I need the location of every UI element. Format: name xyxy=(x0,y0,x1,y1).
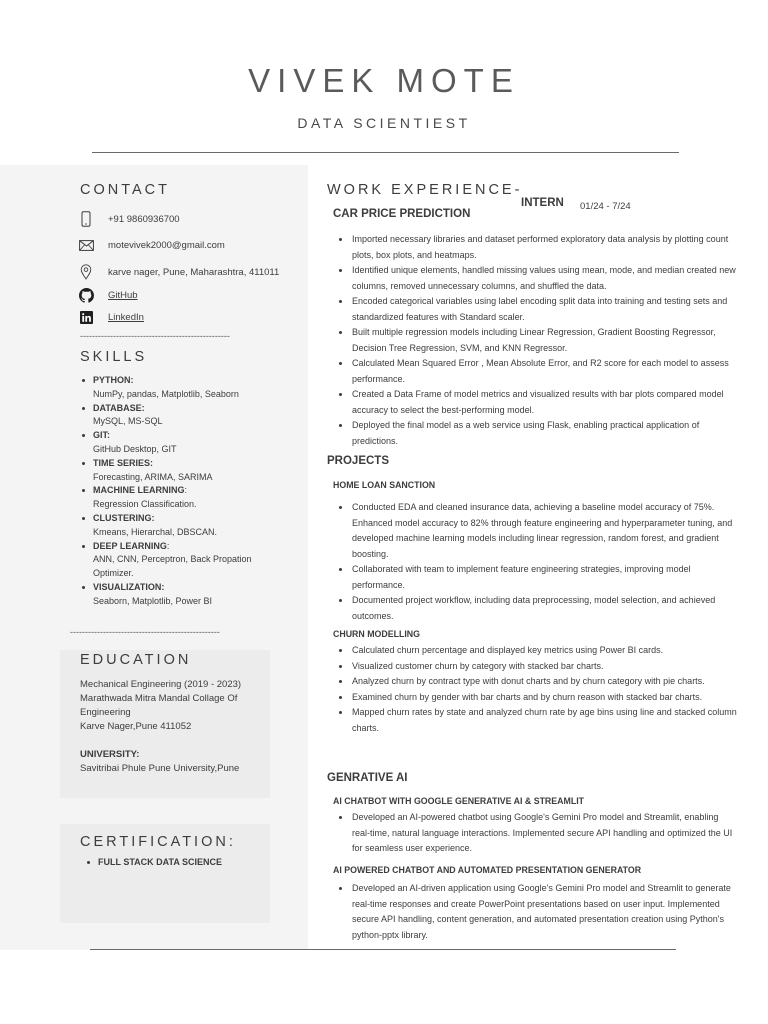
certification-list xyxy=(85,856,265,870)
skill-category: DEEP LEARNING xyxy=(93,540,167,551)
skill-category-suffix: : xyxy=(166,540,170,551)
genai-heading: GENRATIVE AI xyxy=(327,772,408,784)
work-dates: 01/24 - 7/24 xyxy=(580,201,631,212)
work-bullet: Built multiple regression models including Linear Regression, Gradient Boosting Regressor, Decision Tree Regression, SVM, and KNN Regressor. xyxy=(332,325,737,356)
github-link[interactable]: GitHub xyxy=(108,289,138,301)
home-loan-title: HOME LOAN SANCTION xyxy=(333,480,436,490)
skill-item xyxy=(80,429,280,457)
mail-icon xyxy=(78,237,94,253)
presentation-bullet: Developed an AI-driven application using Google's Gemini Pro model and Streamlit to generate real-time responses and create PowerPoint presentations based on user input. Implemented secure API handling, content generation, and automated presentation creation using Python's python-pptx library. xyxy=(332,881,737,943)
churn-bullets xyxy=(332,643,737,736)
contact-github[interactable] xyxy=(78,285,138,305)
skill-details: MySQL, MS-SQL xyxy=(93,416,163,427)
skills-heading: SKILLS xyxy=(80,349,148,365)
skill-category: GIT: xyxy=(93,430,110,441)
skill-details: NumPy, pandas, Matplotlib, Seaborn xyxy=(93,388,239,399)
skill-details: Seaborn, Matplotlib, Power BI xyxy=(93,595,213,606)
projects-heading: PROJECTS xyxy=(327,455,389,467)
churn-bullet: Calculated churn percentage and displayed key metrics using Power BI cards. xyxy=(332,643,737,659)
education-heading: EDUCATION xyxy=(80,652,192,668)
skills-list xyxy=(80,374,280,609)
work-bullet: Identified unique elements, handled missing values using mean, mode, and median created new columns, removed unnecessary columns, and shuffled the data. xyxy=(332,263,737,294)
certification-item: FULL STACK DATA SCIENCE xyxy=(85,856,265,870)
linkedin-icon xyxy=(78,309,94,325)
work-bullets xyxy=(332,232,737,449)
chatbot-title: AI CHATBOT WITH GOOGLE GENERATIVE AI & STREAMLIT xyxy=(333,796,585,806)
contact-email xyxy=(78,235,225,255)
skill-item xyxy=(80,581,280,609)
home-loan-bullet: Collaborated with team to implement feature engineering strategies, improving model performance. xyxy=(332,562,737,593)
skills-divider: -------------------------------------------------- xyxy=(70,627,220,637)
education-location: Karve Nager,Pune 411052 xyxy=(80,721,192,732)
churn-bullet: Examined churn by gender with bar charts and by churn reason with stacked bar charts. xyxy=(332,690,737,706)
education-degree: Mechanical Engineering (2019 - 2023) xyxy=(80,679,242,690)
skill-details: GitHub Desktop, GIT xyxy=(93,443,177,454)
home-loan-bullet: Conducted EDA and cleaned insurance data, achieving a baseline model accuracy of 75%. Enhanced model accuracy to 82% through feature engineering and hyperparameter tuning, and developed machine learning models including linear regression, random forest, and gradient boosting. xyxy=(332,500,737,562)
skill-category: TIME SERIES: xyxy=(93,457,154,468)
footer-divider xyxy=(90,949,676,950)
skill-item xyxy=(80,402,280,430)
skill-category: PYTHON: xyxy=(93,375,134,385)
skill-category: CLUSTERING: xyxy=(93,512,155,523)
skill-item xyxy=(80,374,280,402)
churn-bullet: Visualized customer churn by category with stacked bar charts. xyxy=(332,659,737,675)
skill-details: ANN, CNN, Perceptron, Back Propation Optimizer. xyxy=(93,554,252,579)
work-bullet: Deployed the final model as a web service using Flask, enabling practical application of predictions. xyxy=(332,418,737,449)
education-details xyxy=(80,678,265,776)
skill-category: VISUALIZATION: xyxy=(93,581,165,592)
certification-heading: CERTIFICATION: xyxy=(80,834,236,850)
chatbot-bullet: Developed an AI-powered chatbot using Google's Gemini Pro model and Streamlit, enabling real-time, natural language interactions. Implemented secure API handling and optimized the UI for seamless user experience. xyxy=(332,810,737,857)
skill-details: Forecasting, ARIMA, SARIMA xyxy=(93,471,213,482)
home-loan-bullets xyxy=(332,500,737,624)
work-heading: WORK EXPERIENCE- xyxy=(327,182,523,198)
skill-category-suffix: : xyxy=(184,485,188,496)
location-pin-icon xyxy=(78,264,94,280)
churn-bullet: Analyzed churn by contract type with donut charts and by churn category with pie charts. xyxy=(332,674,737,690)
contact-divider: -------------------------------------------------- xyxy=(80,331,230,341)
address-text: karve nager, Pune, Maharashtra, 411011 xyxy=(108,266,280,278)
candidate-role: DATA SCIENTIEST xyxy=(297,115,471,131)
university-name: Savitribai Phule Pune University,Pune xyxy=(80,763,240,774)
presentation-bullets xyxy=(332,881,737,943)
churn-bullet: Mapped churn rates by state and analyzed churn rate by age bins using line and stacked column charts. xyxy=(332,705,737,736)
skill-details: Regression Classification. xyxy=(93,499,197,510)
phone-icon xyxy=(78,211,94,227)
skill-item xyxy=(80,457,280,485)
work-position: INTERN xyxy=(521,197,564,209)
contact-address xyxy=(78,262,279,282)
contact-heading: CONTACT xyxy=(80,182,171,198)
work-bullet: Calculated Mean Squared Error , Mean Absolute Error, and R2 score for each model to assess performance. xyxy=(332,356,737,387)
chatbot-bullets xyxy=(332,810,737,857)
contact-linkedin[interactable] xyxy=(78,307,144,327)
university-label: UNIVERSITY: xyxy=(80,749,140,760)
churn-title: CHURN MODELLING xyxy=(333,629,420,639)
skill-item xyxy=(80,512,280,540)
email-address: motevivek2000@gmail.com xyxy=(108,239,225,251)
candidate-name: VIVEK MOTE xyxy=(248,62,520,99)
github-icon xyxy=(78,287,94,303)
skill-category: MACHINE LEARNING xyxy=(93,485,185,496)
skill-category: DATABASE: xyxy=(93,402,145,413)
work-bullet: Created a Data Frame of model metrics and visualized results with bar plots compared model accuracy to select the best-performing model. xyxy=(332,387,737,418)
home-loan-bullet: Documented project workflow, including data preprocessing, model selection, and achieved outcomes. xyxy=(332,593,737,624)
work-bullet: Encoded categorical variables using label encoding split data into training and testing sets and standardized features with Standard scaler. xyxy=(332,294,737,325)
skill-details: Kmeans, Hierarchal, DBSCAN. xyxy=(93,526,218,537)
skill-item xyxy=(80,540,280,581)
work-project-title: CAR PRICE PREDICTION xyxy=(333,208,471,220)
work-bullet: Imported necessary libraries and dataset performed exploratory data analysis by plotting count plots, box plots, and heatmaps. xyxy=(332,232,737,263)
education-college: Marathwada Mitra Mandal Collage Of Engineering xyxy=(80,693,238,718)
skill-item xyxy=(80,484,280,512)
linkedin-link[interactable]: LinkedIn xyxy=(108,311,144,323)
phone-number: +91 9860936700 xyxy=(108,213,180,225)
header-divider xyxy=(92,152,679,153)
contact-phone xyxy=(78,209,180,229)
presentation-title: AI POWERED CHATBOT AND AUTOMATED PRESENTATION GENERATOR xyxy=(333,865,642,875)
